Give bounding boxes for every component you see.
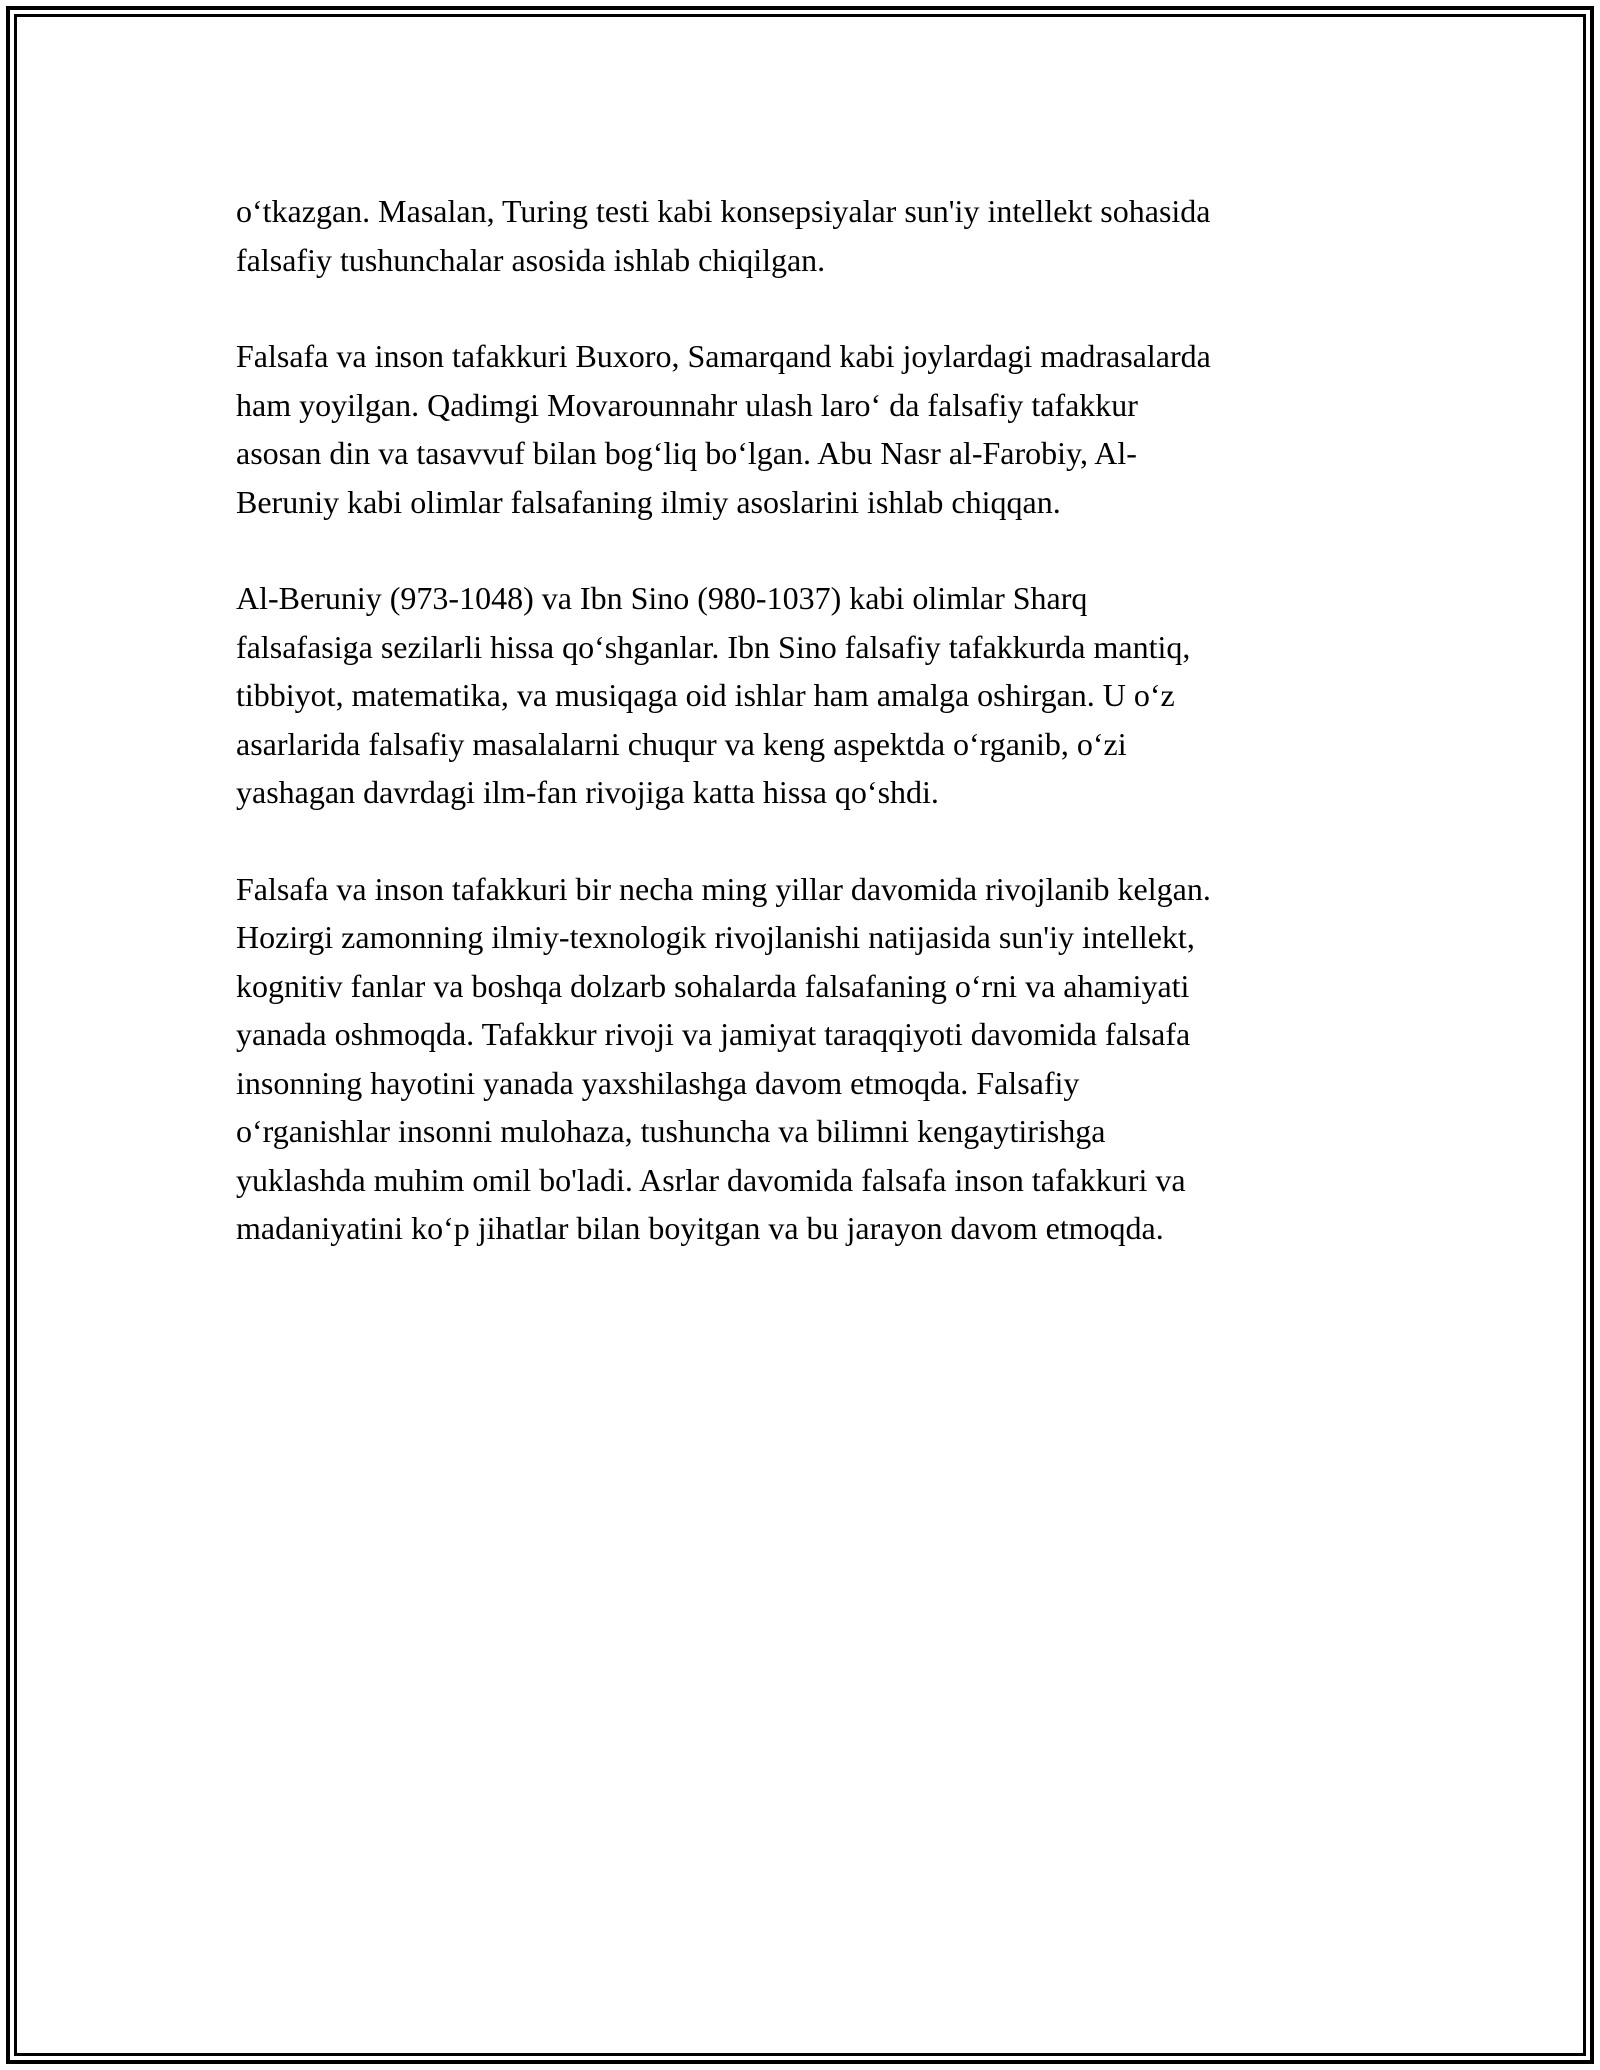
text-line: insonning hayotini yanada yaxshilashga davom etmoqda. Falsafiy	[236, 1064, 1080, 1101]
text-line: kognitiv fanlar va boshqa dolzarb sohalarda falsafaning o‘rni va ahamiyati	[236, 967, 1190, 1004]
paragraph-2	[236, 332, 1376, 526]
paragraph-4	[236, 865, 1376, 1253]
text-line: ham yoyilgan. Qadimgi Movarounnahr ulash laro‘ da falsafiy tafakkur	[236, 386, 1138, 423]
text-line: falsafasiga sezilarli hissa qo‘shganlar. Ibn Sino falsafiy tafakkurda mantiq,	[236, 628, 1191, 665]
text-line: madaniyatini ko‘p jihatlar bilan boyitgan va bu jarayon davom etmoqda.	[236, 1210, 1164, 1246]
paragraph-3	[236, 574, 1376, 817]
text-line: o‘rganishlar insonni mulohaza, tushuncha va bilimni kengaytirishga	[236, 1113, 1106, 1149]
document-body	[236, 187, 1376, 1301]
text-line: Beruniy kabi olimlar falsafaning ilmiy asoslarini ishlab chiqqan.	[236, 483, 1061, 520]
text-line: Falsafa va inson tafakkuri Buxoro, Samarqand kabi joylardagi madrasalarda	[236, 338, 1211, 374]
text-line: yashagan davrdagi ilm-fan rivojiga katta hissa qo‘shdi.	[236, 774, 939, 810]
text-line: falsafiy tushunchalar asosida ishlab chiqilgan.	[236, 241, 826, 278]
text-line: yanada oshmoqda. Tafakkur rivoji va jamiyat taraqqiyoti davomida falsafa	[236, 1016, 1191, 1052]
paragraph-1	[236, 187, 1376, 284]
text-line: o‘tkazgan. Masalan, Turing testi kabi konsepsiyalar sun'iy intellekt sohasida	[236, 193, 1211, 229]
text-line: Hozirgi zamonning ilmiy-texnologik rivojlanishi natijasida sun'iy intellekt,	[236, 919, 1195, 955]
text-line: tibbiyot, matematika, va musiqaga oid ishlar ham amalga oshirgan. U o‘z	[236, 677, 1175, 713]
text-line: Al-Beruniy (973-1048) va Ibn Sino (980-1037) kabi olimlar Sharq	[236, 580, 1088, 616]
text-line: asarlarida falsafiy masalalarni chuqur va keng aspektda o‘rganib, o‘zi	[236, 725, 1127, 762]
text-line: asosan din va tasavvuf bilan bog‘liq bo‘lgan. Abu Nasr al-Farobiy, Al-	[236, 435, 1137, 471]
text-line: Falsafa va inson tafakkuri bir necha ming yillar davomida rivojlanib kelgan.	[236, 870, 1211, 907]
text-line: yuklashda muhim omil bo'ladi. Asrlar davomida falsafa inson tafakkuri va	[236, 1161, 1186, 1198]
